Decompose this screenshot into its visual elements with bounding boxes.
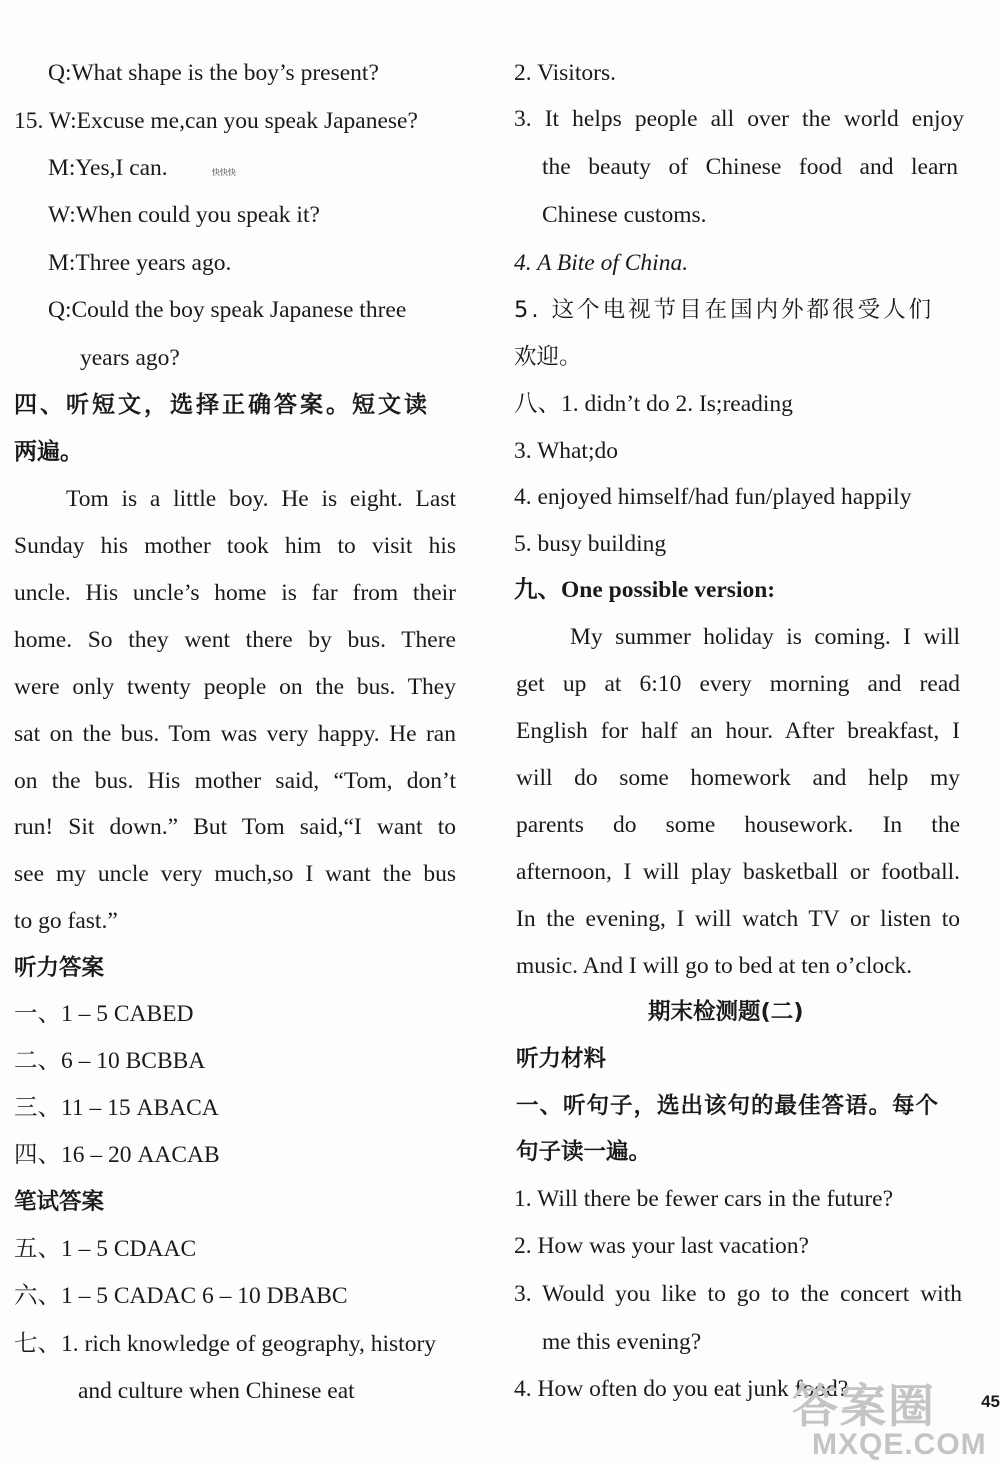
- section-heading: 两遍。: [14, 439, 83, 465]
- answer-line: 七、1. rich knowledge of geography, history: [14, 1331, 437, 1357]
- answer-line: the beauty of Chinese food and learn: [542, 154, 958, 180]
- dialogue-line: years ago?: [80, 345, 180, 371]
- answer-line: 八、1. didn’t do 2. Is;reading: [514, 391, 793, 417]
- passage-line: were only twenty people on the bus. They: [14, 674, 456, 700]
- essay-line: get up at 6:10 every morning and read: [516, 671, 960, 697]
- answer-line: 五、1 – 5 CDAAC: [14, 1236, 197, 1262]
- answer-line: 3. What;do: [514, 438, 618, 464]
- answer-line: 2. Visitors.: [514, 60, 616, 86]
- essay-line: My summer holiday is coming. I will: [570, 624, 960, 650]
- essay-line: In the evening, I will watch TV or listen to: [516, 906, 960, 932]
- dialogue-line: Q:What shape is the boy’s present?: [48, 60, 379, 86]
- passage-line: home. So they went there by bus. There: [14, 627, 456, 653]
- answer-line: 三、11 – 15 ABACA: [14, 1095, 219, 1121]
- answer-line: 一、1 – 5 CABED: [14, 1001, 194, 1027]
- essay-line: parents do some housework. In the: [516, 812, 960, 838]
- essay-line: English for half an hour. After breakfast, I: [516, 718, 960, 744]
- answer-line: 5. 这个电视节目在国内外都很受人们: [514, 297, 935, 323]
- essay-line: afternoon, I will play basketball or football.: [516, 859, 960, 885]
- answer-line: and culture when Chinese eat: [78, 1378, 355, 1404]
- passage-line: on the bus. His mother said, “Tom, don’t: [14, 768, 456, 794]
- page-number: 45: [981, 1392, 1000, 1411]
- dialogue-line: M:Yes,I can.: [48, 155, 168, 181]
- answer-line: 四、16 – 20 AACAB: [14, 1142, 220, 1168]
- section-heading: 一、听句子，选出该句的最佳答语。每个: [516, 1093, 940, 1119]
- passage-line: sat on the bus. Tom was very happy. He ran: [14, 721, 456, 747]
- dialogue-line: 15. W:Excuse me,can you speak Japanese?: [14, 108, 418, 134]
- exam-title: 期末检测题(二): [648, 999, 804, 1025]
- answer-line: 5. busy building: [514, 531, 667, 557]
- passage-line: uncle. His uncle’s home is far from their: [14, 580, 456, 606]
- passage-line: see my uncle very much,so I want the bus: [14, 861, 456, 887]
- essay-line: music. And I will go to bed at ten o’clock.: [516, 953, 913, 979]
- handwritten-scribble: 快快快: [212, 168, 236, 177]
- dialogue-line: W:When could you speak it?: [48, 202, 320, 228]
- answer-line: 欢迎。: [514, 344, 582, 370]
- question-line: 4. How often do you eat junk food?: [514, 1376, 849, 1402]
- passage-line: Tom is a little boy. He is eight. Last: [66, 486, 456, 512]
- section-heading: 句子读一遍。: [516, 1139, 652, 1165]
- watermark-url: MXQE.COM: [812, 1428, 987, 1461]
- passage-line: to go fast.”: [14, 908, 118, 934]
- answers-heading: 听力答案: [14, 955, 105, 981]
- watermark: [792, 1370, 987, 1461]
- answer-line: 3. It helps people all over the world enjoy: [514, 106, 964, 132]
- essay-line: will do some homework and help my: [516, 765, 960, 791]
- answer-line: 二、6 – 10 BCBBA: [14, 1048, 206, 1074]
- passage-line: run! Sit down.” But Tom said,“I want to: [14, 814, 456, 840]
- answer-line: 4. A Bite of China.: [514, 250, 689, 276]
- passage-line: Sunday his mother took him to visit his: [14, 533, 456, 559]
- watermark-logo: 答案圈: [792, 1380, 936, 1432]
- question-line: me this evening?: [542, 1329, 702, 1355]
- dialogue-line: M:Three years ago.: [48, 250, 232, 276]
- question-line: 2. How was your last vacation?: [514, 1233, 809, 1259]
- answer-line: 六、1 – 5 CADAC 6 – 10 DBABC: [14, 1283, 348, 1309]
- answer-line: Chinese customs.: [542, 202, 707, 228]
- essay-heading: 九、One possible version:: [514, 577, 776, 603]
- section-heading: 四、听短文，选择正确答案。短文读: [14, 392, 430, 418]
- section-heading: 听力材料: [516, 1046, 607, 1072]
- answer-line: 4. enjoyed himself/had fun/played happily: [514, 484, 912, 510]
- dialogue-line: Q:Could the boy speak Japanese three: [48, 297, 407, 323]
- question-line: 1. Will there be fewer cars in the future?: [514, 1186, 894, 1212]
- question-line: 3. Would you like to go to the concert with: [514, 1281, 962, 1307]
- answers-heading: 笔试答案: [14, 1189, 105, 1215]
